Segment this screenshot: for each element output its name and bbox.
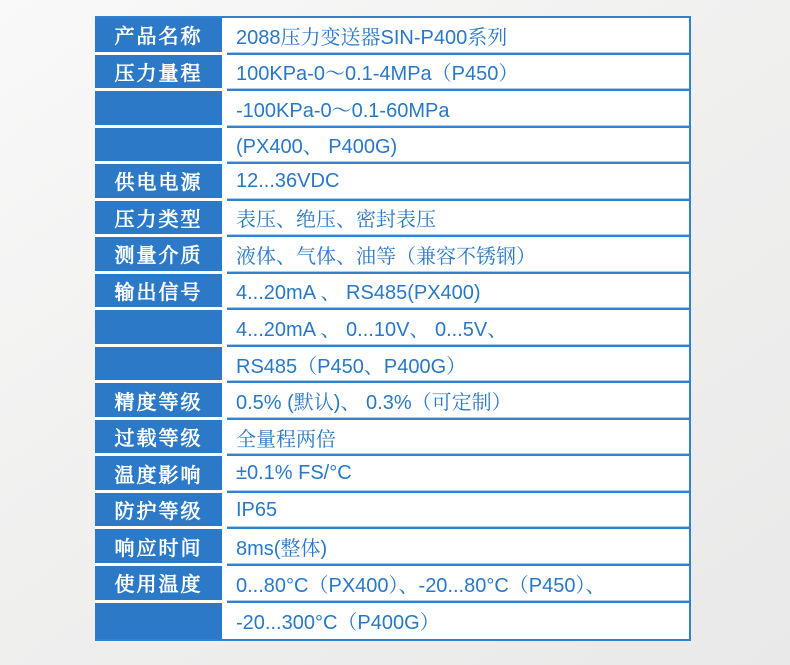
spec-value-cell: (PX400、 P400G) [227, 128, 689, 165]
table-row [95, 164, 689, 201]
spec-label-cell: 供电电源 [95, 164, 227, 201]
table-row [95, 201, 689, 238]
table-row [95, 529, 689, 566]
spec-label-cell: 输出信号 [95, 274, 227, 311]
spec-label-cell: 防护等级 [95, 493, 227, 530]
spec-value-cell: ±0.1% FS/°C [227, 456, 689, 493]
spec-label-cell: 压力量程 [95, 55, 227, 92]
table-row [95, 420, 689, 457]
table-row [95, 566, 689, 603]
spec-label-cell: 响应时间 [95, 529, 227, 566]
spec-value-cell: IP65 [227, 493, 689, 530]
spec-value-cell: RS485（P450、P400G） [227, 347, 689, 384]
spec-value-cell: 4...20mA 、 RS485(PX400) [227, 274, 689, 311]
spec-label-cell [95, 91, 227, 128]
table-row [95, 18, 689, 55]
spec-value-cell: 0...80°C（PX400）、-20...80°C（P450）、 [227, 566, 689, 603]
spec-table [95, 16, 691, 641]
table-row [95, 274, 689, 311]
spec-label-cell: 测量介质 [95, 237, 227, 274]
spec-value-cell: -20...300°C（P400G） [227, 603, 689, 640]
spec-label-cell [95, 128, 227, 165]
table-row [95, 456, 689, 493]
spec-value-cell: 100KPa-0～0.1-4MPa（P450） [227, 55, 689, 92]
table-row [95, 91, 689, 128]
spec-value-cell: 4...20mA 、 0...10V、 0...5V、 [227, 310, 689, 347]
spec-label-cell [95, 603, 227, 640]
spec-value-cell: 全量程两倍 [227, 420, 689, 457]
spec-label-cell [95, 347, 227, 384]
table-row [95, 128, 689, 165]
table-row [95, 310, 689, 347]
spec-label-cell: 过载等级 [95, 420, 227, 457]
spec-value-cell: 8ms(整体) [227, 529, 689, 566]
table-row [95, 383, 689, 420]
spec-value-cell: 表压、绝压、密封表压 [227, 201, 689, 238]
spec-label-cell: 精度等级 [95, 383, 227, 420]
spec-label-cell: 产品名称 [95, 18, 227, 55]
spec-label-cell [95, 310, 227, 347]
spec-label-cell: 压力类型 [95, 201, 227, 238]
table-row [95, 603, 689, 640]
spec-label-cell: 温度影响 [95, 456, 227, 493]
table-row [95, 493, 689, 530]
spec-label-cell: 使用温度 [95, 566, 227, 603]
table-row [95, 347, 689, 384]
table-row [95, 237, 689, 274]
spec-value-cell: 液体、气体、油等（兼容不锈钢） [227, 237, 689, 274]
spec-value-cell: 2088压力变送器SIN-P400系列 [227, 18, 689, 55]
spec-value-cell: 0.5% (默认)、 0.3%（可定制） [227, 383, 689, 420]
spec-value-cell: 12...36VDC [227, 164, 689, 201]
spec-value-cell: -100KPa-0～0.1-60MPa [227, 91, 689, 128]
table-row [95, 55, 689, 92]
